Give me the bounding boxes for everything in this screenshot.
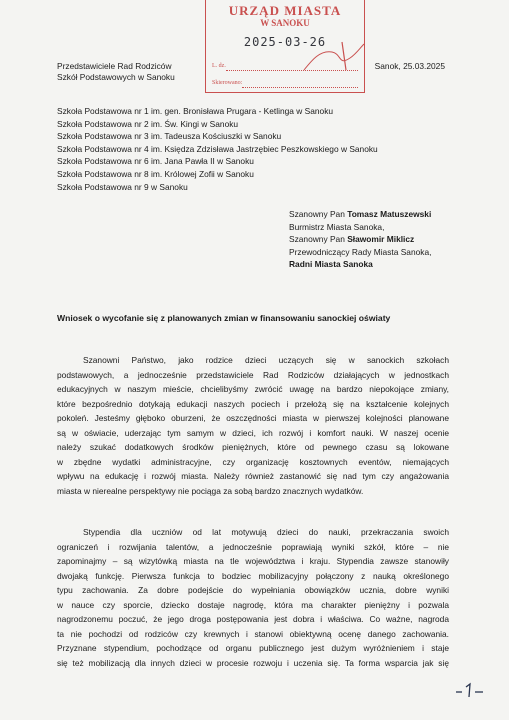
school-item: Szkoła Podstawowa nr 9 w Sanoku	[57, 181, 188, 192]
school-item: Szkoła Podstawowa nr 2 im. Św. Kingi w Sanoku	[57, 118, 239, 129]
addressee-line-5: Radni Miasta Sanoka	[289, 259, 373, 270]
school-item: Szkoła Podstawowa nr 8 im. Królowej Zofii w Sanoku	[57, 168, 254, 179]
addressee-prefix: Szanowny Pan	[289, 209, 348, 219]
stamp-skierowano-line	[242, 87, 358, 88]
addressee-name-mayor: Tomasz Matuszewski	[347, 209, 432, 219]
stamp-title: URZĄD MIASTA	[228, 3, 342, 18]
place-date: Sanok, 25.03.2025	[374, 61, 445, 71]
paragraph-line: miasta w nierealne perspektywy nie pociąga za sobą bardzo znacznych wydatków.	[57, 485, 364, 496]
school-item: Szkoła Podstawowa nr 3 im. Tadeusza Kościuszki w Sanoku	[57, 131, 282, 142]
addressee-name-chairman: Sławomir Miklicz	[347, 234, 415, 245]
paragraph-line: pokoleń. Jesteśmy głęboko oburzeni, że oszczędności miasta w pierwszej kolejności planowane	[57, 413, 449, 423]
stamp-ldz-line	[226, 70, 358, 71]
school-item: Szkoła Podstawowa nr 6 im. Jana Pawła II w Sanoku	[57, 156, 254, 167]
school-item: Szkoła Podstawowa nr 1 im. gen. Bronisława Prugara - Ketlinga w Sanoku	[57, 106, 334, 116]
addressee-line-1	[289, 208, 431, 221]
paragraph-line: Przyznane stypendium, pochodzące od organu publicznego jest dużym wyróżnieniem i staje	[57, 643, 449, 653]
paragraph-line: ta nie pochodzi od rodziców czy krewnych i stanowi obiektywną ocenę danego zachowania.	[57, 628, 449, 639]
paragraph-line: w zbędne wydatki administracyjne, czy organizację kosztownych eventów, niemających	[57, 456, 449, 467]
letter-subject: Wniosek o wycofanie się z planowanych zmian w finansowaniu sanockiej oświaty	[57, 313, 391, 323]
stamp-date: 2025-03-26	[243, 35, 327, 49]
sender-block	[57, 61, 175, 83]
paragraph-line: edukacyjnych w naszym mieście, chcielibyśmy zwrócić uwagę na bardzo niepokojące zmiany,	[57, 384, 449, 394]
paragraph-line: wpływu na edukację i rozwój miasta. Należy również zastanowić się nad tym czy angażowania	[57, 471, 449, 481]
school-item: Szkoła Podstawowa nr 4 im. Księdza Zdzisława Jastrzębiec Peszkowskiego w Sanoku	[57, 143, 378, 154]
paragraph-line: typu zachowania. Za dobre podejście do wypełniania obowiązków ucznia, dobre wyniki	[57, 585, 449, 595]
stamp-ldz-label: L. dz.	[212, 63, 226, 69]
paragraph-1	[57, 353, 449, 498]
paragraph-line: Szanowni Państwo, jako rodzice dzieci uczących się w sanockich szkołach	[83, 355, 449, 365]
addressee-block	[289, 208, 431, 271]
addressee-prefix: Szanowny Pan	[289, 234, 348, 245]
paragraph-line: Stypendia dla uczniów od lat motywują dzieci do nauki, przekraczania swoich	[83, 527, 449, 537]
paragraph-line: nagrodzonemu poczuć, że jego droga postępowania jest dobra i właściwa. Co ważne, nagroda	[57, 614, 449, 624]
addressee-line-2: Burmistrz Miasta Sanoka,	[289, 221, 385, 232]
paragraph-line: zapominajmy – są wizytówką miasta na tle województwa i kraju. Stypendia zawsze stanowiły	[57, 556, 449, 566]
school-list	[57, 105, 378, 193]
addressee-line-3	[289, 233, 431, 246]
paragraph-line: w nauce czy sporcie, dziecko dostaje nagrodę, która ma charakter pieniężny i pozwala	[57, 599, 449, 610]
addressee-line-4: Przewodniczący Rady Miasta Sanoka,	[289, 246, 432, 257]
paragraph-line: się też mobilizacją dla innych dzieci w procesie rozwoju i uczenia się. Ta forma wsparcia jak się	[57, 657, 449, 668]
official-stamp	[205, 0, 365, 93]
stamp-skierowano-label: Skierowano:	[212, 80, 243, 86]
paragraph-line: ograniczeń i rozwijania talentów, a jednocześnie poprawiają wyniki szkół, które – nie	[57, 541, 449, 552]
stamp-subtitle: W SANOKU	[260, 18, 310, 28]
sender-line-1: Przedstawiciele Rad Rodziców	[57, 61, 172, 71]
paragraph-line: dwojaką funkcję. Pierwsza funkcja to bodziec mobilizacyjny połączony z nauką określonego	[57, 570, 449, 581]
paragraph-line: które bezpośrednio dotykają edukacji naszych pociech i przełożą się na kształcenie kolejnych	[57, 398, 449, 409]
sender-line-2: Szkół Podstawowych w Sanoku	[57, 72, 175, 82]
page-number-handwritten	[455, 681, 485, 699]
paragraph-line: należy szukać dodatkowych środków pieniężnych, które od pewnego czasu są lokowane	[57, 442, 449, 452]
paragraph-line: podstawowych, a jednocześnie przedstawiciele Rad Rodziców działających w jednostkach	[57, 369, 449, 380]
paragraph-2	[57, 525, 449, 670]
paragraph-line: są w oświacie, uderzając tym samym w dzieci, ich rozwój i komfort nauki. W naszej ocenie	[57, 427, 449, 438]
